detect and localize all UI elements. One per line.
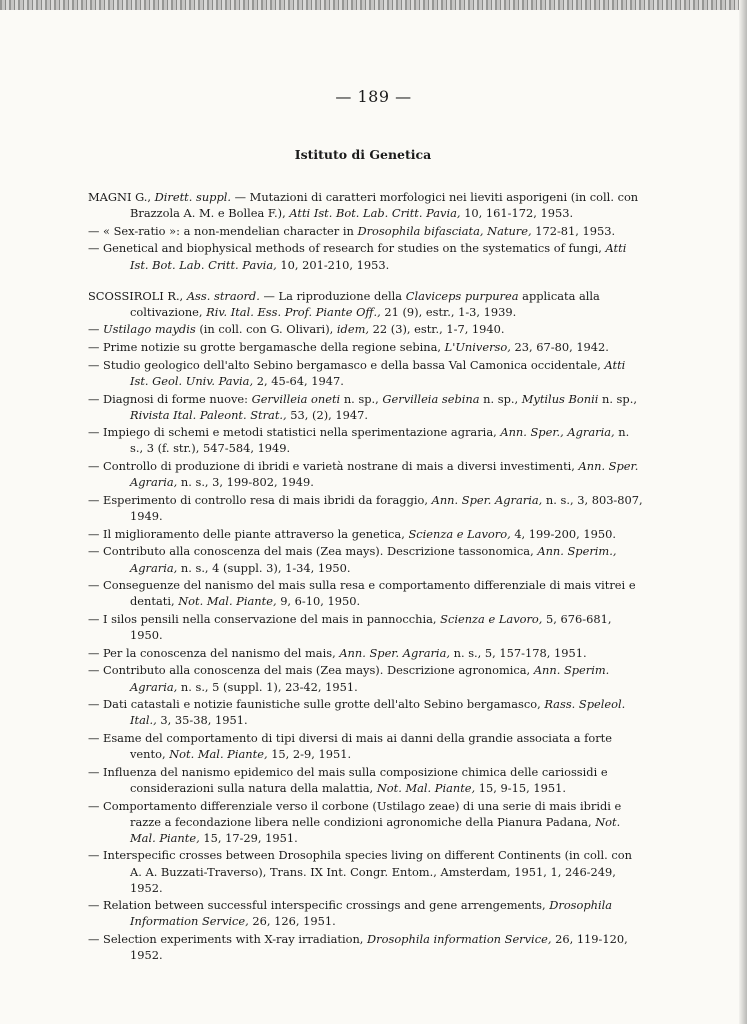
bibliography-entry	[88, 897, 643, 929]
entry-title: Prime notizie su grotte bergamasche della regione sebina,	[103, 340, 442, 355]
entry-source: Rivista Ital. Paleont. Strat.,	[130, 407, 287, 422]
entry-source: Not. Mal. Piante,	[130, 814, 621, 845]
bibliography-entry	[88, 339, 643, 355]
entry-title: I silos pensili nella conservazione del mais in pannocchia,	[103, 611, 437, 626]
author-role: Ass. straord.	[186, 288, 260, 303]
bibliography-entry	[88, 577, 643, 609]
bibliography-entry	[88, 424, 643, 456]
entry-reference: 21 (9), estr., 1-3, 1939.	[384, 304, 517, 319]
bibliography-entry	[88, 543, 643, 575]
author-name: SCOSSIROLI R.,	[88, 288, 184, 303]
entry-source: Gervilleia oneti	[251, 391, 341, 406]
entry-dash: —	[88, 223, 100, 238]
entry-source: Atti Ist. Bot. Lab. Critt. Pavia,	[289, 206, 461, 221]
bibliography-entry	[88, 696, 643, 728]
entry-title: « Sex-ratio »: a non-mendelian character in	[103, 223, 354, 238]
bibliography-entry	[88, 240, 643, 272]
entry-dash: —	[88, 898, 100, 913]
entry-dash: —	[88, 932, 100, 947]
section-heading: Istituto di Genetica	[294, 147, 432, 162]
entry-source: Atti Ist. Bot. Lab. Critt. Pavia,	[130, 241, 627, 272]
entry-source: Atti Ist. Geol. Univ. Pavia,	[130, 357, 626, 388]
entry-reference: 5, 676-681, 1950.	[130, 611, 612, 643]
entry-reference: 15, 2-9, 1951.	[271, 747, 352, 762]
bibliography-entry	[88, 847, 643, 895]
entry-title: Studio geologico dell'alto Sebino bergamasco e della bassa Val Camonica occidentale,	[103, 357, 601, 372]
entry-reference: n. s., 3 (f. str.), 547-584, 1949.	[130, 425, 630, 456]
entry-source: Ustilago maydis	[103, 322, 196, 337]
page-number: — 189 —	[335, 87, 412, 106]
entry-source: Mytilus Bonii	[521, 391, 599, 406]
entry-source: Drosophila information Service,	[367, 932, 552, 947]
entry-title: Conseguenze del nanismo del mais sulla resa e comportamento differenziale di mais vitrei e dentati,	[103, 578, 636, 609]
entry-dash: —	[88, 578, 100, 593]
entry-reference: applicata alla coltivazione,	[130, 288, 600, 319]
bibliography-entry	[88, 662, 643, 694]
entry-dash: —	[88, 492, 100, 507]
entry-title: Dati catastali e notizie faunistiche sulle grotte dell'alto Sebino bergamasco,	[103, 697, 541, 712]
entry-source: Drosophila bifasciata, Nature,	[357, 223, 532, 238]
entry-title: Impiego di schemi e metodi statistici nella sperimentazione agraria,	[103, 425, 497, 440]
entry-reference: n. sp.,	[601, 391, 637, 406]
bibliography-entry	[88, 611, 643, 643]
entry-source: idem,	[336, 322, 370, 337]
entry-source: Ann. Sper., Agraria,	[500, 425, 615, 440]
entry-source: Gervilleia sebina	[382, 391, 480, 406]
bibliography	[88, 189, 643, 965]
entry-dash: —	[88, 611, 100, 626]
entry-source: Ann. Sper. Agraria,	[339, 645, 450, 660]
scan-top-edge	[0, 0, 747, 10]
bibliography-entry	[88, 798, 643, 846]
entry-title: Mutazioni di caratteri morfologici nei lieviti asporigeni (in coll. con Brazzola A. M. e Bollea F.),	[130, 190, 639, 221]
entry-title: Diagnosi di forme nuove:	[103, 391, 248, 406]
bibliography-entry	[88, 931, 643, 963]
entry-dash: —	[88, 544, 100, 559]
entry-reference: 4, 199-200, 1950.	[514, 526, 616, 541]
entry-dash: —	[88, 731, 100, 745]
bibliography-entry	[88, 645, 643, 661]
entry-source: Ann. Sper. Agraria,	[130, 459, 639, 490]
entry-reference: n. s., 5, 157-178, 1951.	[453, 645, 587, 660]
entry-reference: 15, 17-29, 1951.	[203, 830, 298, 845]
entry-reference: 3, 35-38, 1951.	[160, 713, 248, 728]
bibliography-entry	[88, 458, 643, 490]
bibliography-entry	[88, 391, 643, 423]
entry-dash: —	[88, 764, 100, 779]
entry-title: Comportamento differenziale verso il corbone (Ustilago zeae) di una serie di mais ibridi e razze a fecondazione libera nelle condizioni agronomiche della Pianura Padana,	[103, 798, 622, 829]
entry-dash: —	[88, 526, 100, 541]
entry-reference: 15, 9-15, 1951.	[478, 780, 566, 795]
bibliography-entry	[88, 730, 643, 762]
entry-dash: —	[88, 322, 100, 337]
entry-title: Contributo alla conoscenza del mais (Zea mays). Descrizione tassonomica,	[103, 544, 534, 559]
entry-reference: 22 (3), estr., 1-7, 1940.	[372, 322, 505, 337]
bibliography-entry	[88, 321, 643, 337]
entry-reference: 10, 161-172, 1953.	[464, 206, 574, 221]
entry-reference: 53, (2), 1947.	[290, 407, 369, 422]
entry-dash: —	[88, 241, 100, 256]
entry-dash: —	[263, 288, 275, 303]
entry-source: Rass. Speleol. Ital.,	[130, 697, 626, 728]
author-role: Dirett. suppl.	[154, 190, 232, 204]
entry-source: Claviceps purpurea	[405, 288, 519, 303]
bibliography-entry	[88, 492, 643, 524]
bibliography-entry	[88, 526, 643, 542]
entry-reference: 26, 126, 1951.	[252, 914, 336, 929]
entry-dash: —	[88, 798, 100, 813]
entry-reference: 10, 201-210, 1953.	[280, 257, 390, 272]
bibliography-entry	[88, 223, 643, 239]
entry-title: Esame del comportamento di tipi diversi di mais ai danni della grandie associata a forte vento,	[103, 731, 612, 762]
entry-dash: —	[88, 391, 100, 406]
entry-reference: 2, 45-64, 1947.	[256, 373, 344, 388]
bibliography-entry	[88, 288, 643, 320]
entry-title: Influenza del nanismo epidemico del mais sulla composizione chimica delle cariossidi e considerazioni sulla natura della malattia,	[103, 764, 608, 795]
entry-dash: —	[88, 425, 100, 440]
entry-title: Selection experiments with X-ray irradiation,	[103, 932, 364, 947]
entry-title: La riproduzione della	[278, 288, 403, 303]
entry-dash: —	[234, 190, 247, 204]
entry-reference: n. s., 3, 199-802, 1949.	[180, 475, 314, 490]
entry-reference: n. sp.,	[343, 391, 379, 406]
entry-reference: 172-81, 1953.	[535, 223, 616, 238]
entry-reference: n. sp.,	[483, 391, 519, 406]
entry-reference: n. s., 3, 803-807, 1949.	[130, 492, 643, 524]
author-name: MAGNI G.,	[88, 190, 152, 204]
entry-reference: 9, 6-10, 1950.	[280, 594, 361, 609]
entry-source: Not. Mal. Piante,	[169, 747, 268, 762]
entry-reference: n. s., 4 (suppl. 3), 1-34, 1950.	[180, 560, 351, 575]
bibliography-entry	[88, 764, 643, 796]
entry-title: Genetical and biophysical methods of research for studies on the systematics of fungi,	[103, 241, 602, 256]
entry-dash: —	[88, 848, 100, 863]
entry-source: Not. Mal. Piante,	[376, 780, 476, 795]
entry-reference: 23, 67-80, 1942.	[514, 340, 609, 355]
entry-source: Ann. Sperim. Agraria,	[130, 663, 610, 694]
author-block	[88, 189, 643, 273]
entry-title: Relation between successful interspecific crossings and gene arrengements,	[103, 898, 546, 913]
entry-source: Not. Mal. Piante,	[178, 594, 277, 609]
entry-title: Interspecific crosses between Drosophila species living on different Continents (in coll. con A. A. Buzzati-Traverso), Trans. IX Int. Congr. Entom., Amsterdam, 1951, 1, 246-249, 1952.	[103, 848, 632, 895]
entry-title: Contributo alla conoscenza del mais (Zea mays). Descrizione agronomica,	[103, 663, 531, 678]
entry-dash: —	[88, 663, 100, 678]
entry-source: Ann. Sper. Agraria,	[431, 492, 543, 507]
entry-title: Esperimento di controllo resa di mais ibridi da foraggio,	[103, 492, 428, 507]
entry-source: Scienza e Lavoro,	[408, 526, 511, 541]
entry-reference: 26, 119-120, 1952.	[130, 932, 628, 963]
bibliography-entry	[88, 189, 643, 221]
author-block	[88, 288, 643, 964]
entry-source: Ann. Sperim., Agraria,	[130, 544, 617, 575]
bibliography-entry	[88, 357, 643, 389]
entry-dash: —	[88, 357, 100, 372]
entry-source: L'Universo,	[444, 340, 511, 355]
entry-source: Riv. Ital. Ess. Prof. Piante Off.,	[206, 304, 381, 319]
entry-title: Per la conoscenza del nanismo del mais,	[103, 645, 336, 660]
entry-reference: (in coll. con G. Olivari),	[199, 322, 334, 337]
entry-dash: —	[88, 645, 100, 660]
entry-source: Scienza e Lavoro,	[440, 611, 543, 626]
scan-right-edge	[739, 0, 747, 1024]
entry-dash: —	[88, 340, 100, 355]
entry-dash: —	[88, 697, 100, 712]
entry-source: Drosophila Information Service,	[130, 898, 613, 929]
entry-title: Controllo di produzione di ibridi e varietà nostrane di mais a diversi investimenti,	[103, 459, 575, 474]
entry-title: Il miglioramento delle piante attraverso la genetica,	[103, 526, 405, 541]
entry-dash: —	[88, 459, 100, 474]
entry-reference: n. s., 5 (suppl. 1), 23-42, 1951.	[180, 679, 358, 694]
